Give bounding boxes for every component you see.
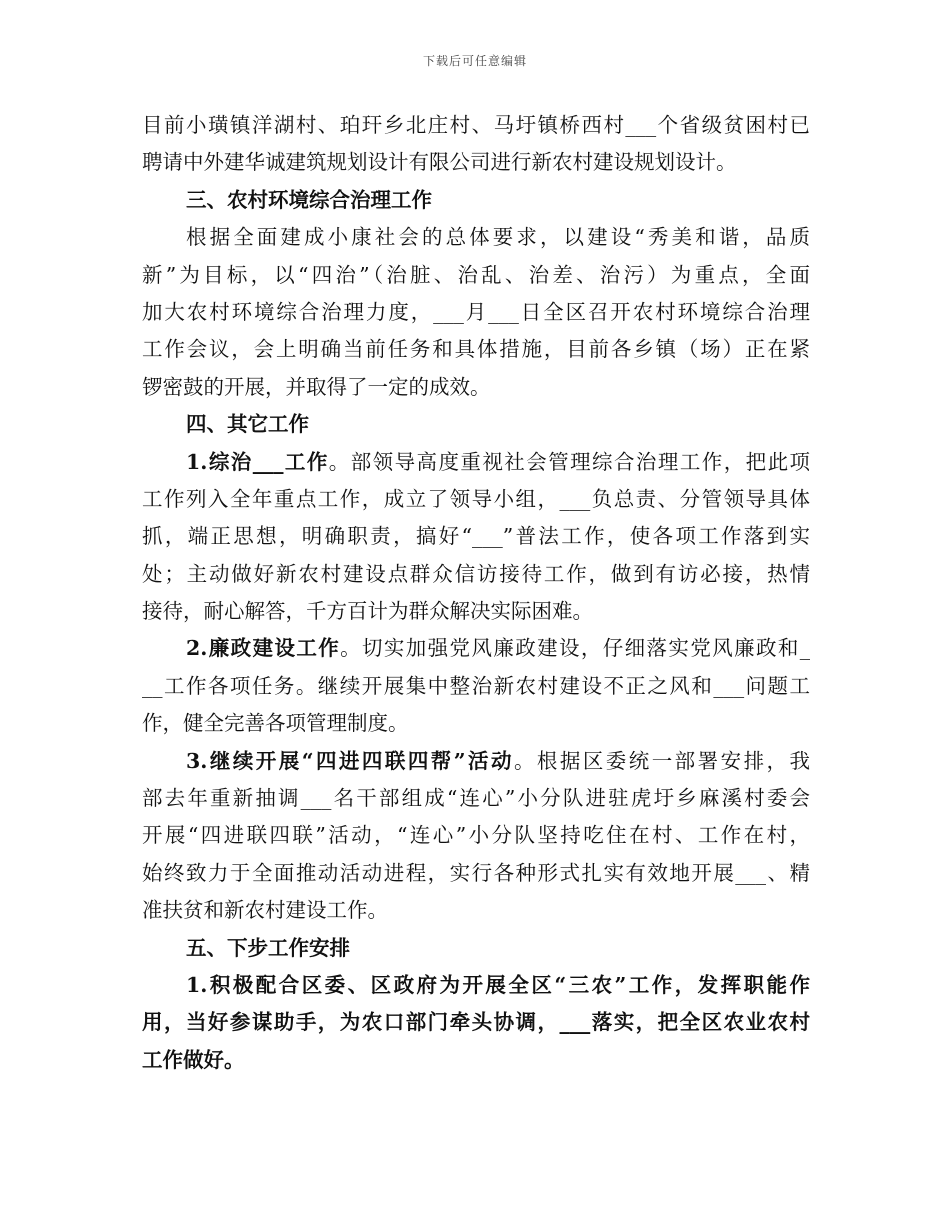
page-header: 下载后可任意编辑 xyxy=(422,54,527,68)
paragraph-line: 接待，耐心解答，千方百计为群众解决实际困难。 xyxy=(142,599,593,624)
section-heading-4: 四、其它工作 xyxy=(186,412,309,437)
item-text: 。切实加强党风廉政建设，仔细落实党风廉政和_ xyxy=(340,636,811,661)
paragraph-line: 始终致力于全面推动活动进程，实行各种形式扎实有效地开展___、精 xyxy=(142,860,810,885)
paragraph-line: __工作各项任务。继续开展集中整治新农村建设不正之风和___问题工 xyxy=(142,673,810,698)
item-title: 1.综治___工作 xyxy=(186,449,329,474)
paragraph-line: 部去年重新抽调___名干部组成“连心”小分队进驻虎圩乡麻溪村委会 xyxy=(142,786,810,811)
item-text: 。根据区委统一部署安排，我 xyxy=(513,748,810,773)
paragraph-line-bold: 1.积极配合区委、区政府为开展全区“三农”工作，发挥职能作 xyxy=(186,972,810,997)
paragraph-line: 加大农村环境综合治理力度，___月___日全区召开农村环境综合治理 xyxy=(142,299,810,324)
paragraph-line: 根据全面建成小康社会的总体要求，以建设“秀美和谐，品质 xyxy=(186,225,810,250)
paragraph-line: 作，健全完善各项管理制度。 xyxy=(142,711,409,736)
paragraph-line xyxy=(142,444,810,481)
paragraph-line xyxy=(142,743,810,780)
item-text: 。部领导高度重视社会管理综合治理工作，把此项 xyxy=(328,449,811,474)
item-title: 3.继续开展“四进四联四帮”活动 xyxy=(186,748,514,773)
paragraph-line: 工作会议，会上明确当前任务和具体措施，目前各乡镇（场）正在紧 xyxy=(142,337,810,362)
paragraph-line: 聘请中外建华诚建筑规划设计有限公司进行新农村建设规划设计。 xyxy=(142,150,737,175)
paragraph-line: 开展“四进联四联”活动，“连心”小分队坚持吃住在村、工作在村， xyxy=(142,823,810,848)
paragraph-line: 工作列入全年重点工作，成立了领导小组，___负总责、分管领导具体 xyxy=(142,486,810,511)
section-heading-5: 五、下步工作安排 xyxy=(186,935,350,960)
item-title: 2.廉政建设工作 xyxy=(186,636,341,661)
paragraph-line xyxy=(142,630,810,667)
paragraph-line-bold: 用，当好参谋助手，为农口部门牵头协调，___落实，把全区农业农村 xyxy=(142,1010,810,1035)
paragraph-line: 准扶贫和新农村建设工作。 xyxy=(142,898,388,923)
section-heading-3: 三、农村环境综合治理工作 xyxy=(186,187,432,212)
paragraph-line: 新”为目标，以“四治”（治脏、治乱、治差、治污）为重点，全面 xyxy=(142,262,810,287)
paragraph-line: 目前小璜镇洋湖村、珀玕乡北庄村、马圩镇桥西村___个省级贫困村已 xyxy=(142,113,810,137)
paragraph-line: 处；主动做好新农村建设点群众信访接待工作，做到有访必接，热情 xyxy=(142,561,810,586)
paragraph-line: 抓，端正思想，明确职责，搞好“___”普法工作，使各项工作落到实 xyxy=(142,524,810,549)
paragraph-line-bold: 工作做好。 xyxy=(142,1047,245,1072)
paragraph-line: 锣密鼓的开展，并取得了一定的成效。 xyxy=(142,374,491,399)
document-body xyxy=(142,107,810,1079)
